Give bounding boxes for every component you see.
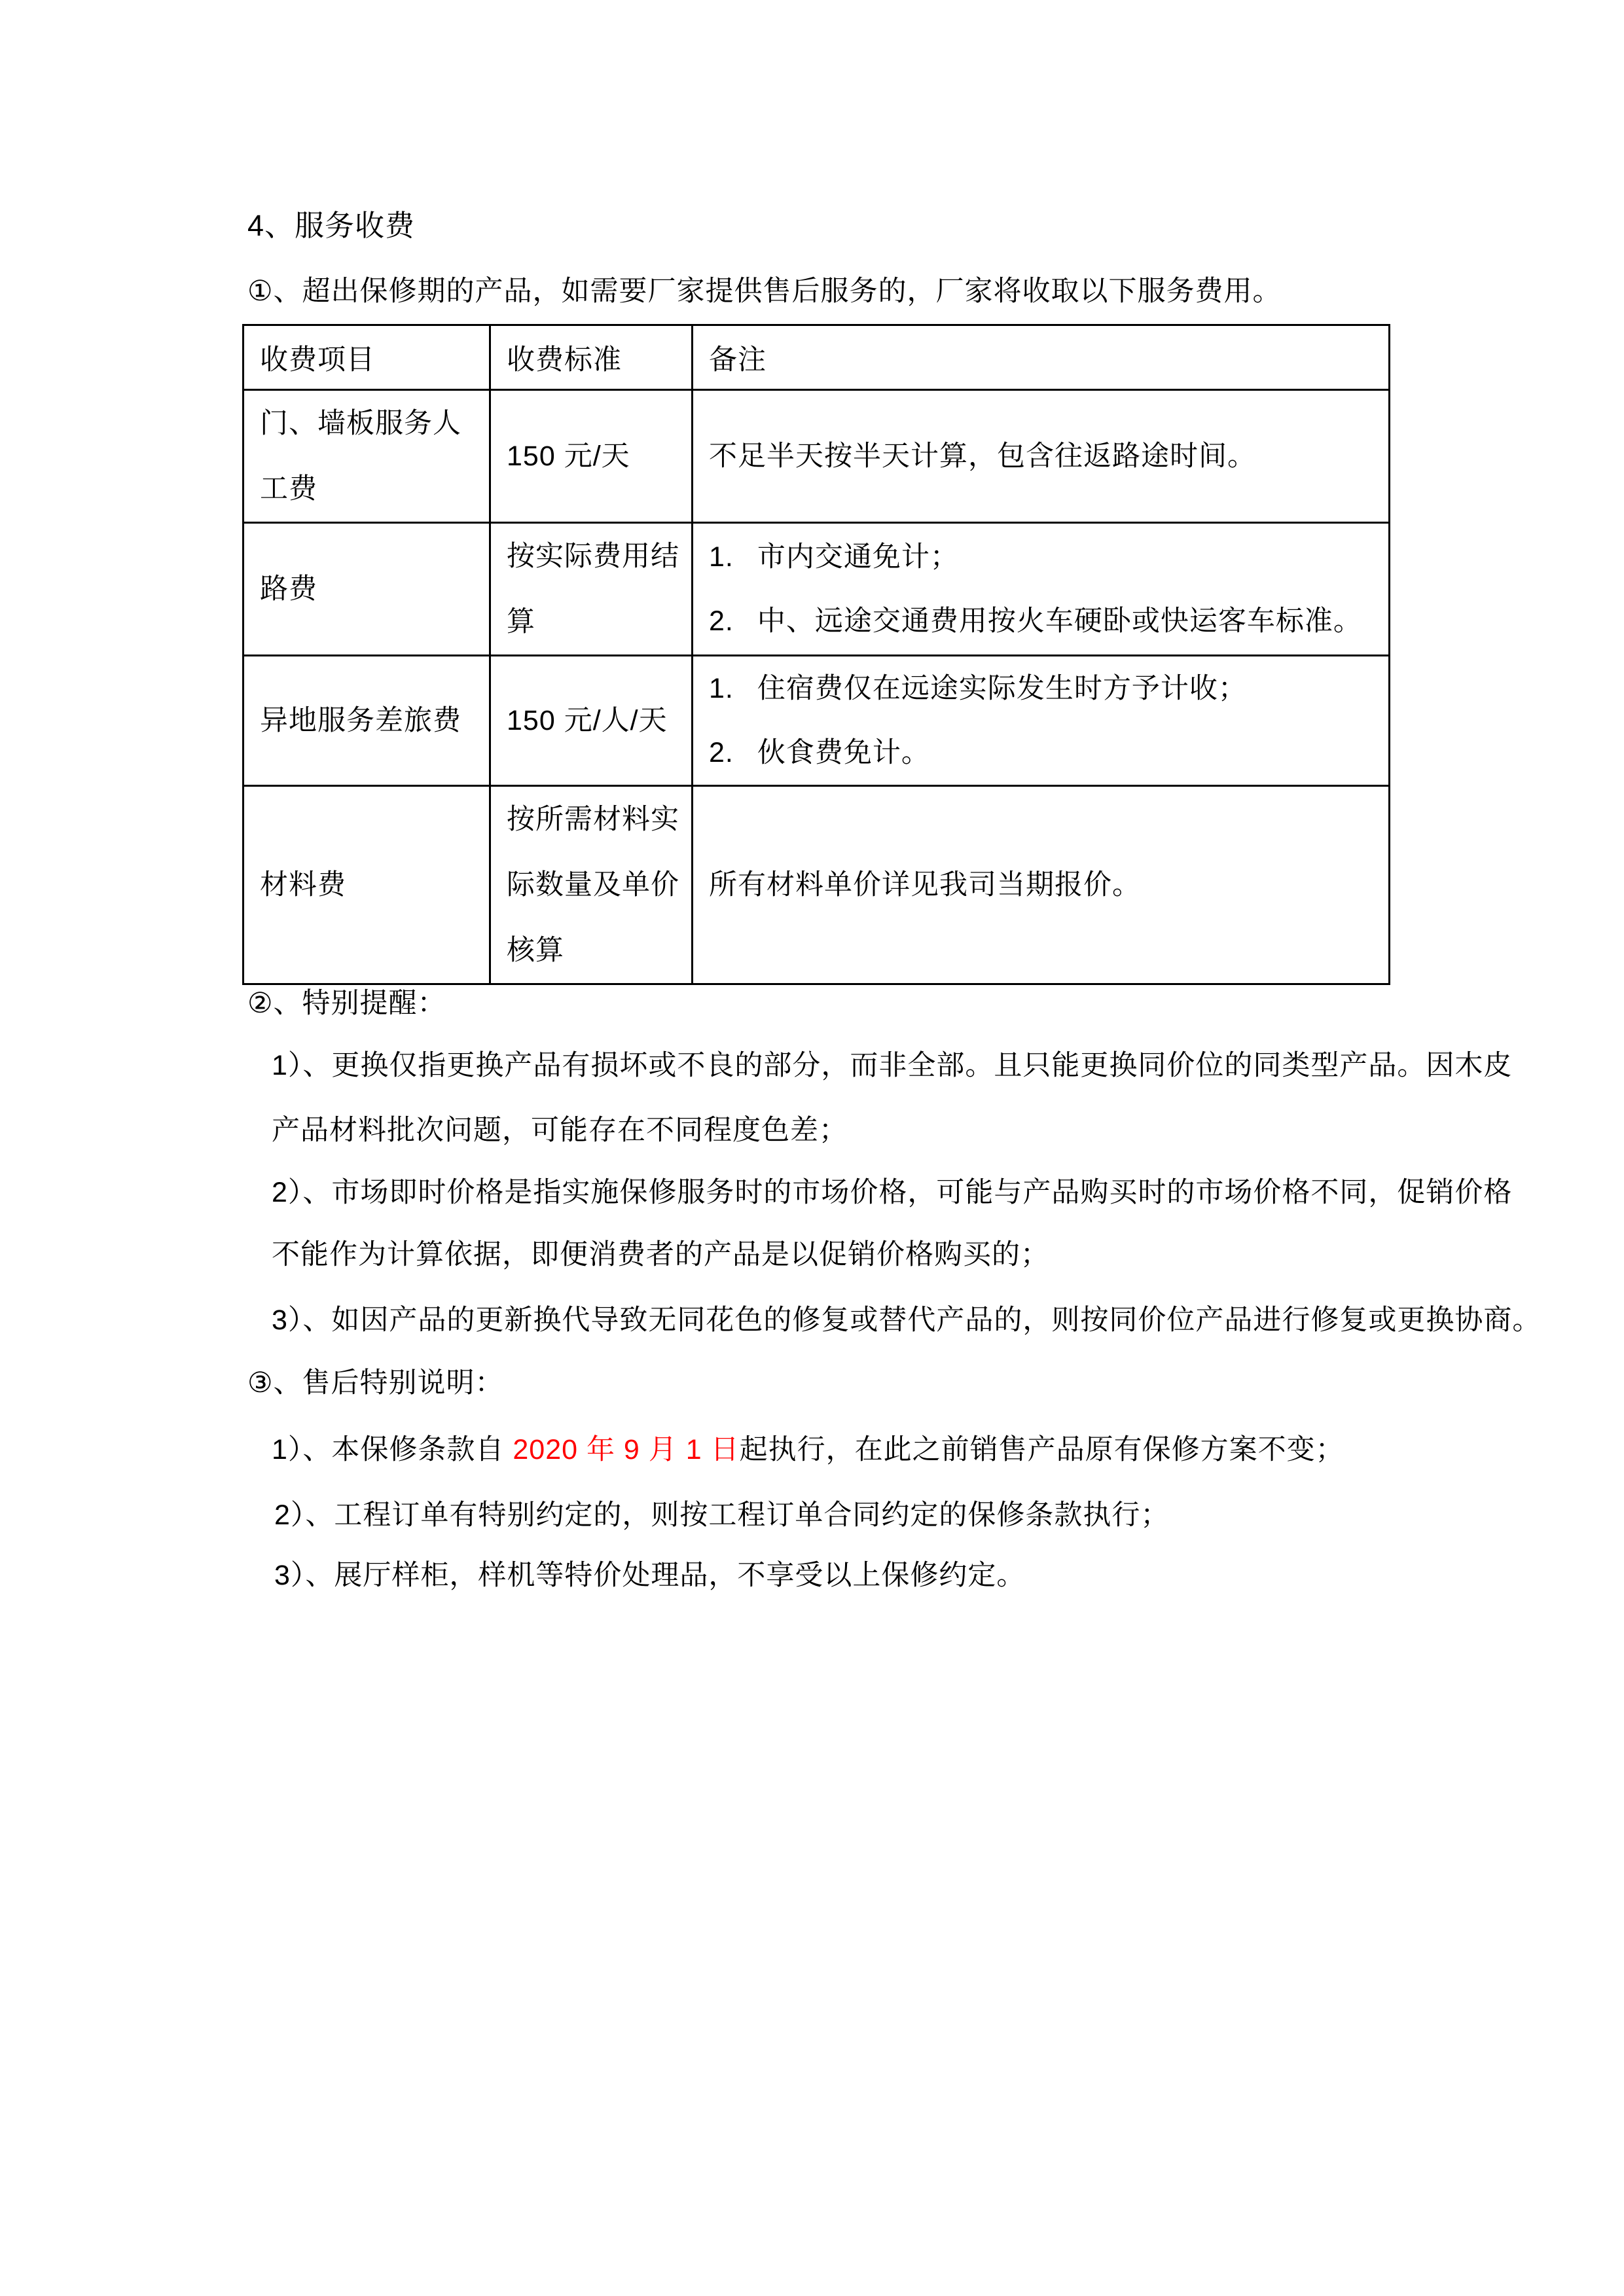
note-line [709, 589, 1388, 653]
table-row [244, 656, 1390, 786]
table-header-row [244, 325, 1390, 390]
fee-table [242, 324, 1390, 985]
table-row [244, 786, 1390, 984]
note-text: 不足半天按半天计算，包含往返路途时间。 [709, 440, 1256, 472]
section3-heading: ③、售后特别说明： [247, 1367, 504, 1399]
note-line [709, 525, 1388, 589]
cell-standard: 150 元/天 [490, 390, 693, 523]
section2-line: 产品材料批次问题，可能存在不同程度色差； [272, 1115, 848, 1146]
section3-item-3: 3）、展厅样柜，样机等特价处理品，不享受以上保修约定。 [274, 1560, 1026, 1591]
table-row [244, 390, 1390, 523]
section3-item-2: 2）、工程订单有特别约定的，则按工程订单合同约定的保修条款执行； [274, 1499, 1170, 1531]
warranty-clause-suffix: 起执行，在此之前销售产品原有保修方案不变； [739, 1434, 1344, 1465]
note-text: 住宿费仅在远途实际发生时方予计收； [757, 673, 1247, 704]
note-line [709, 721, 1388, 785]
section3-item-1 [272, 1418, 1344, 1482]
note-number: 2. [709, 737, 734, 768]
note-text: 中、远途交通费用按火车硬卧或快运客车标准。 [757, 605, 1362, 637]
cell-standard: 按实际费用结算 [490, 523, 693, 656]
note-line [709, 656, 1388, 721]
cell-standard: 按所需材料实际数量及单价核算 [490, 786, 693, 984]
note-number: 1. [709, 541, 734, 573]
note-text: 伙食费免计。 [757, 737, 930, 768]
cell-notes [693, 786, 1390, 984]
column-header-item: 收费项目 [244, 325, 490, 390]
section2-line: 3）、如因产品的更新换代导致无同花色的修复或替代产品的，则按同价位产品进行修复或更换协商。 [272, 1304, 1542, 1336]
note-text: 市内交通免计； [757, 541, 959, 573]
section-title: 4、服务收费 [247, 209, 416, 242]
section2-line: 2）、市场即时价格是指实施保修服务时的市场价格，可能与产品购买时的市场价格不同，促销价格 [272, 1177, 1513, 1208]
section2-line: 不能作为计算依据，即便消费者的产品是以促销价格购买的； [272, 1239, 1049, 1270]
table-row [244, 523, 1390, 656]
warranty-clause-prefix: 1）、本保修条款自 [272, 1434, 513, 1465]
cell-standard: 150 元/人/天 [490, 656, 693, 786]
intro-paragraph: ①、超出保修期的产品，如需要厂家提供售后服务的，厂家将收取以下服务费用。 [247, 276, 1282, 307]
cell-notes [693, 523, 1390, 656]
cell-item: 路费 [244, 523, 490, 656]
note-line [709, 424, 1388, 488]
cell-notes [693, 656, 1390, 786]
note-number: 1. [709, 673, 734, 704]
note-text: 所有材料单价详见我司当期报价。 [709, 869, 1141, 901]
section2-heading: ②、特别提醒： [247, 988, 446, 1019]
column-header-standard: 收费标准 [490, 325, 693, 390]
note-line [709, 853, 1388, 917]
cell-item: 异地服务差旅费 [244, 656, 490, 786]
note-number: 2. [709, 605, 734, 637]
warranty-effective-date: 2020 年 9 月 1 日 [513, 1434, 740, 1465]
cell-item: 材料费 [244, 786, 490, 984]
column-header-notes: 备注 [693, 325, 1390, 390]
section2-line: 1）、更换仅指更换产品有损坏或不良的部分，而非全部。且只能更换同价位的同类型产品。因木皮 [272, 1050, 1513, 1081]
cell-item: 门、墙板服务人工费 [244, 390, 490, 523]
cell-notes [693, 390, 1390, 523]
fee-table-container [242, 324, 1390, 985]
